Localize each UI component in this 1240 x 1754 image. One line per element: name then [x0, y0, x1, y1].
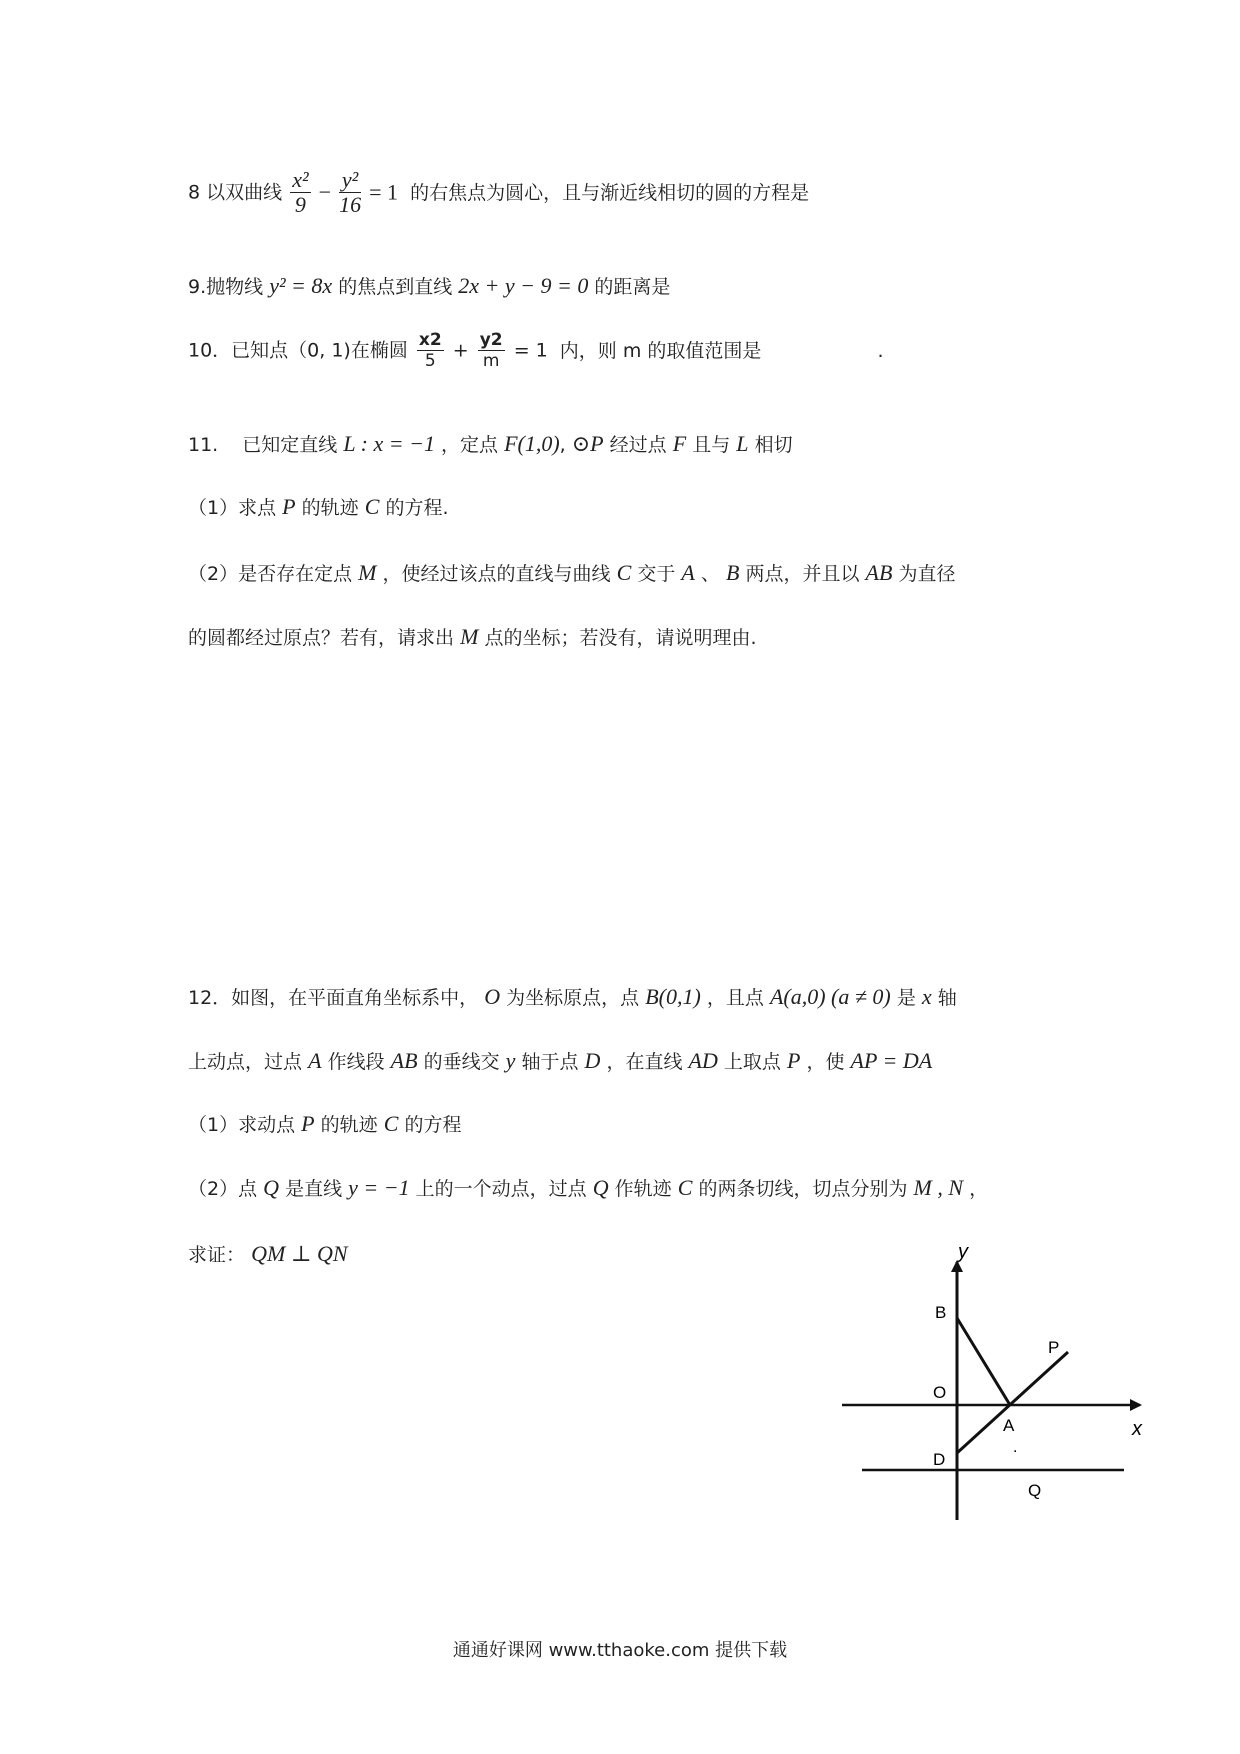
q8-frac-y: $\frac{\text{y²}}{16}$ — [339, 167, 362, 217]
question-11: 11. 已知定直线 L : x = −1 ，定点 F(1,0), ⊙P 经过点 F 且与 L 相切 — [188, 431, 793, 456]
line-dp — [957, 1352, 1068, 1453]
question-11-part-2-cont: 的圆都经过原点？若有，请求出 M 点的坐标；若没有，请说明理由. — [188, 624, 757, 649]
q8-label: 8 以双曲线 — [188, 181, 283, 204]
footer-source: 通通好课网 www.tthaoke.com 提供下载 — [452, 1640, 788, 1661]
question-12-part-2-cont: 求证： QM ⊥ QN — [188, 1241, 348, 1266]
q10-frac-x: $\frac{x2}{5}$ — [418, 330, 442, 371]
label-x: x — [1132, 1418, 1142, 1440]
q10-frac-y: $\frac{y2}{m}$ — [479, 330, 503, 371]
label-q: Q — [1028, 1481, 1042, 1500]
label-o: O — [933, 1383, 947, 1402]
question-12-part-2: （2）点 Q 是直线 y = −1 上的一个动点，过点 Q 作轨迹 C 的两条切线，切点分别为 M , N ， — [188, 1175, 989, 1200]
label-b: B — [935, 1303, 947, 1322]
label-y: y — [958, 1241, 968, 1263]
question-11-part-2: （2）是否存在定点 M ，使经过该点的直线与曲线 C 交于 A 、 B 两点，并且以 AB 为直径 — [188, 560, 956, 585]
label-p: P — [1048, 1338, 1060, 1357]
question-12-part-1: （1）求动点 P 的轨迹 C 的方程 — [188, 1111, 462, 1136]
question-12-line-2: 上动点，过点 A 作线段 AB 的垂线交 y 轴于点 D ，在直线 AD 上取点 P ，使 AP = DA — [188, 1048, 933, 1073]
label-a: A — [1003, 1416, 1015, 1435]
question-10: 10．已知点（0, 1)在椭圆 $\frac{x2}{5}$ + $\frac{y2}{m}$ = 1 内，则 m 的取值范围是 . — [188, 330, 884, 371]
q9-line-eq: 2x + y − 9 = 0 — [458, 273, 589, 298]
segment-ba — [957, 1318, 1010, 1405]
label-d: D — [933, 1450, 946, 1469]
question-9: 9.抛物线 y² = 8x 的焦点到直线 2x + y − 9 = 0 的距离是 — [188, 273, 671, 298]
q8-frac-x: $\frac{\text{x²}}{9}$ — [292, 167, 309, 217]
question-12: 12．如图，在平面直角坐标系中， O 为坐标原点，点 B(0,1) ，且点 A(a,0) (a ≠ 0) 是 x 轴 — [188, 984, 957, 1009]
label-dot: . — [1013, 1439, 1018, 1456]
question-11-part-1: （1）求点 P 的轨迹 C 的方程. — [188, 494, 449, 519]
q9-parabola-eq: y² = 8x — [269, 273, 333, 298]
question-8: 8 以双曲线 $\frac{\text{x²}}{9}$ − $\frac{\text{y²}}{16}$ = 1 的右焦点为圆心，且与渐近线相切的圆的方程是 — [188, 167, 810, 217]
